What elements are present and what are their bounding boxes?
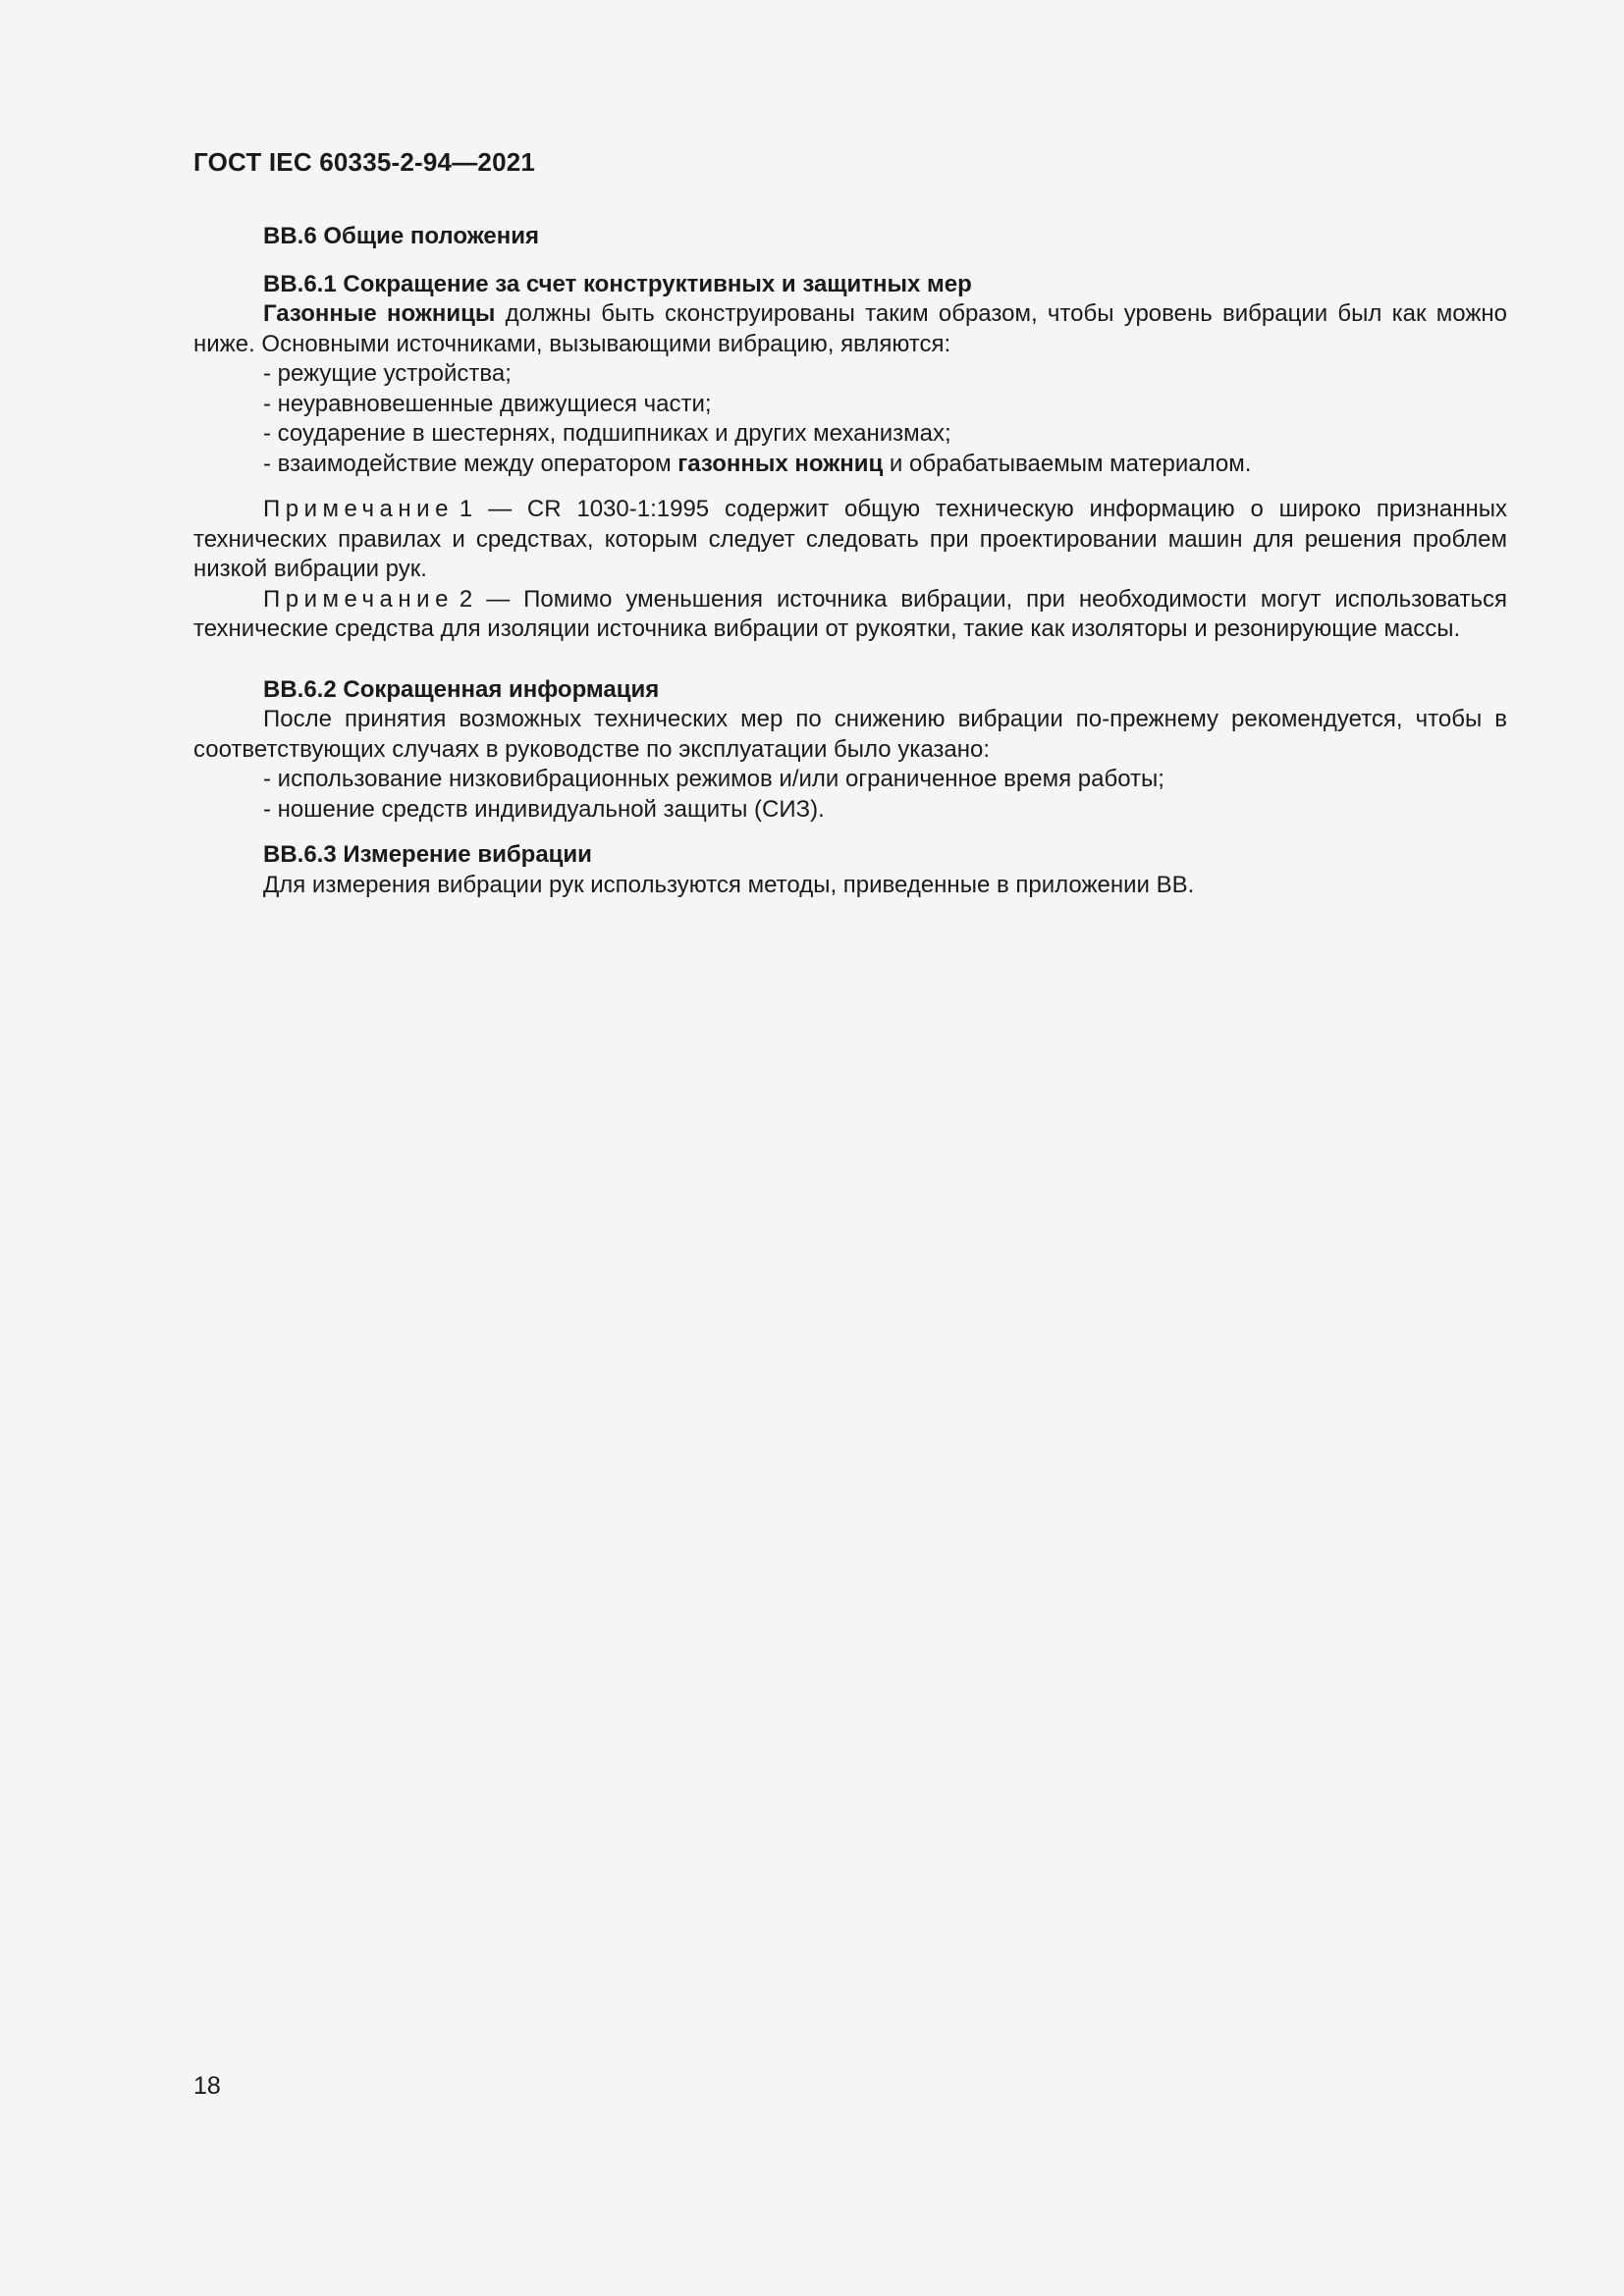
- paragraph-bb63: Для измерения вибрации рук используются методы, приведенные в приложении ВВ.: [263, 871, 1195, 898]
- section-heading-bb62: ВВ.6.2 Сокращенная информация: [263, 675, 660, 703]
- list-item-text: - взаимодействие между оператором: [263, 450, 678, 477]
- paragraph-intro-bb61: [193, 299, 1507, 359]
- list-item: - использование низковибрационных режимов и/или ограниченное время работы;: [263, 766, 1164, 792]
- list-item: - режущие устройства;: [263, 360, 512, 387]
- document-header: ГОСТ IEC 60335-2-94—2021: [193, 147, 536, 177]
- list-item: [193, 450, 1507, 480]
- term-lawn-shears-inline: газонных ножниц: [677, 450, 884, 477]
- page-number: 18: [193, 2072, 221, 2100]
- section-heading-bb63: ВВ.6.3 Измерение вибрации: [263, 841, 592, 868]
- paragraph-intro-bb62: После принятия возможных технических мер по снижению вибрации по-прежнему рекомендуется, чтобы в соответствующих случаях в руководстве по эксплуатации было указано:: [193, 706, 1507, 763]
- note-2: [193, 585, 1507, 645]
- intro-text: должны быть сконструированы таким образом, чтобы уровень вибрации был как можно ниже. Основными источниками, вызывающими вибрацию, являются:: [193, 300, 1508, 357]
- note-text: — Помимо уменьшения источника вибрации, при необходимости могут использоваться технические средства для изоляции источника вибрации от рукоятки, такие как изоляторы и резонирующие массы.: [193, 585, 1507, 642]
- list-item: - неуравновешенные движущиеся части;: [263, 390, 712, 417]
- document-content: [193, 222, 1507, 900]
- note-text: — CR 1030-1:1995 содержит общую техническую информацию о широко признанных технических правилах и средствах, которым следует следовать при проектировании машин для решения проблем низкой вибрации рук.: [193, 496, 1507, 582]
- document-page: [193, 0, 1507, 2296]
- note-number: 1: [459, 496, 473, 522]
- list-item: - ношение средств индивидуальной защиты (СИЗ).: [263, 795, 825, 823]
- note-label: Примечание: [263, 496, 454, 522]
- section-heading-bb61: ВВ.6.1 Сокращение за счет конструктивных и защитных мер: [263, 270, 972, 297]
- list-item-text: и обрабатываемым материалом.: [883, 450, 1252, 477]
- section-heading-bb6: ВВ.6 Общие положения: [263, 223, 539, 249]
- note-label: Примечание: [263, 585, 454, 613]
- list-item: - соударение в шестернях, подшипниках и других механизмах;: [263, 420, 951, 447]
- term-lawn-shears: Газонные ножницы: [263, 300, 496, 327]
- note-number: 2: [459, 585, 473, 613]
- note-1: [193, 495, 1507, 585]
